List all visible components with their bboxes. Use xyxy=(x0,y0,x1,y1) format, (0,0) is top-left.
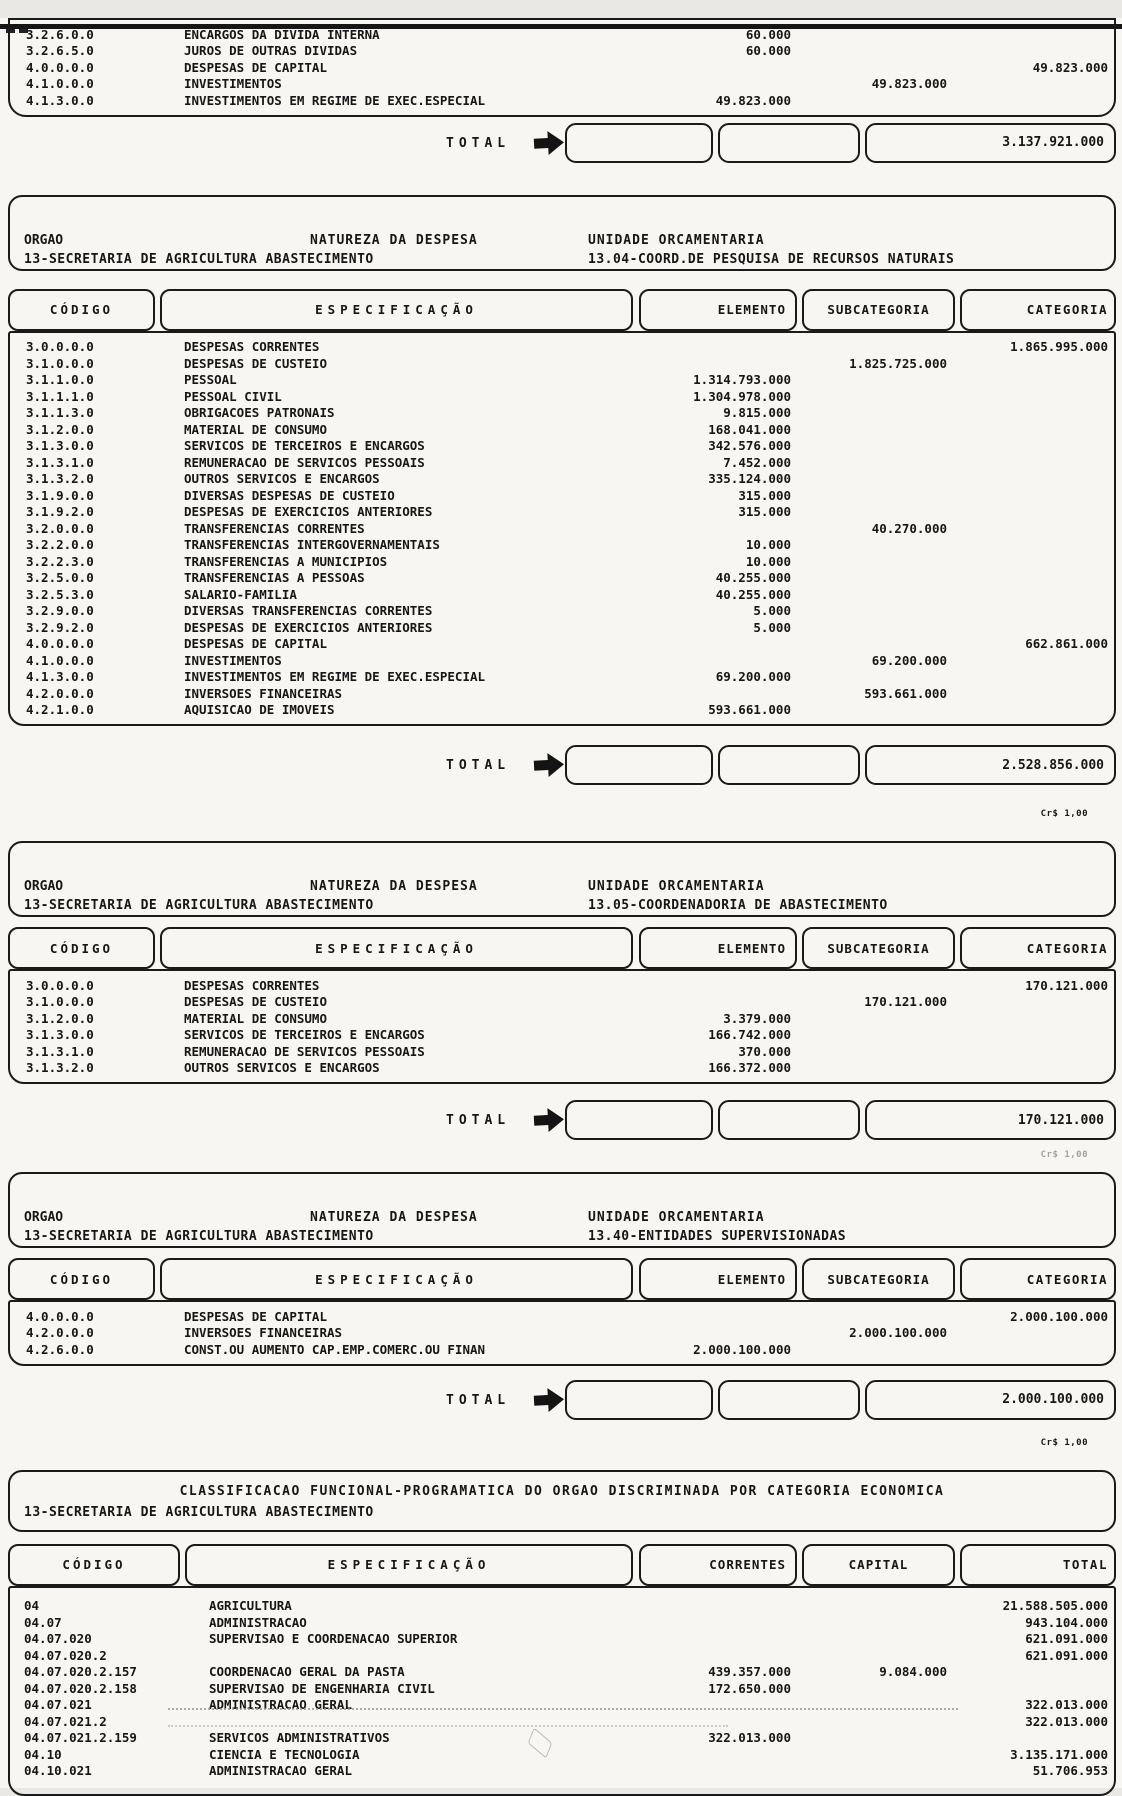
total-row xyxy=(8,745,1116,787)
total-value: 2.528.856.000 xyxy=(1002,757,1104,773)
col-subcategoria: SUBCATEGORIA xyxy=(802,927,955,969)
section-header xyxy=(8,195,1116,271)
funcional-programatica-table xyxy=(8,1470,1116,1796)
scan-smear xyxy=(168,1725,728,1727)
scan-smear xyxy=(168,1708,958,1710)
col-capital: CAPITAL xyxy=(802,1544,955,1586)
col-especificacao: ESPECIFICAÇÃO xyxy=(160,1258,633,1300)
row-spec: SALARIO-FAMILIA xyxy=(184,586,297,602)
unidade-label: UNIDADE ORCAMENTARIA xyxy=(588,879,765,894)
row-subcategoria: 1.825.725.000 xyxy=(849,355,947,371)
row-code: 04.07.021 xyxy=(24,1697,92,1713)
col-codigo: CÓDIGO xyxy=(8,289,155,331)
table-body xyxy=(8,18,1116,117)
table-row xyxy=(10,487,1114,504)
unidade-value: 13.05-COORDENADORIA DE ABASTECIMENTO xyxy=(588,898,888,913)
row-spec: INVESTIMENTOS EM REGIME DE EXEC.ESPECIAL xyxy=(184,669,486,685)
col-categoria: CATEGORIA xyxy=(960,927,1116,969)
row-elemento: 1.304.978.000 xyxy=(693,388,791,404)
row-spec: SERVICOS DE TERCEIROS E ENCARGOS xyxy=(184,1027,425,1043)
row-spec: MATERIAL DE CONSUMO xyxy=(184,1010,327,1026)
table-row xyxy=(10,994,1114,1011)
table-row xyxy=(10,438,1114,455)
row-spec: INVESTIMENTOS xyxy=(184,76,282,92)
row-spec: AQUISICAO DE IMOVEIS xyxy=(184,702,335,718)
row-elemento: 40.255.000 xyxy=(715,570,791,586)
row-code: 04.07.020.2.157 xyxy=(24,1664,137,1680)
table-row xyxy=(10,1697,1114,1714)
table-row xyxy=(10,1614,1114,1631)
row-code: 3.1.3.1.0 xyxy=(26,1043,94,1059)
row-code: 3.1.9.2.0 xyxy=(26,504,94,520)
table-row xyxy=(10,520,1114,537)
row-code: 3.1.0.0.0 xyxy=(26,994,94,1010)
table-row xyxy=(10,977,1114,994)
row-elemento: 9.815.000 xyxy=(723,405,791,421)
row-elemento: 315.000 xyxy=(738,504,791,520)
row-code: 04.10 xyxy=(24,1746,62,1762)
row-spec: OBRIGACOES PATRONAIS xyxy=(184,405,335,421)
row-elemento: 5.000 xyxy=(753,603,791,619)
row-spec: CIENCIA E TECNOLOGIA xyxy=(209,1746,360,1762)
total-arrow-icon xyxy=(530,1384,568,1416)
row-subcategoria: 40.270.000 xyxy=(871,520,947,536)
col-especificacao: ESPECIFICAÇÃO xyxy=(185,1544,633,1586)
natureza-label: NATUREZA DA DESPESA xyxy=(310,232,478,248)
row-elemento: 49.823.000 xyxy=(715,92,791,108)
table-row xyxy=(10,504,1114,521)
col-subcategoria: SUBCATEGORIA xyxy=(802,289,955,331)
row-spec: ADMINISTRACAO GERAL xyxy=(209,1697,352,1713)
row-spec: OUTROS SERVICOS E ENCARGOS xyxy=(184,471,380,487)
row-elemento: 370.000 xyxy=(738,1043,791,1059)
table-row xyxy=(10,537,1114,554)
column-headers xyxy=(8,927,1116,969)
row-elemento: 166.372.000 xyxy=(708,1060,791,1076)
total-subcategoria-box xyxy=(718,1380,860,1420)
row-spec: DESPESAS DE CUSTEIO xyxy=(184,355,327,371)
table-row xyxy=(10,59,1114,76)
row-code: 04.07 xyxy=(24,1614,62,1630)
natureza-label: NATUREZA DA DESPESA xyxy=(310,1210,478,1225)
row-categoria: 49.823.000 xyxy=(1032,59,1108,75)
total-row xyxy=(8,1380,1116,1422)
row-spec: PESSOAL xyxy=(184,372,237,388)
row-elemento: 593.661.000 xyxy=(708,702,791,718)
column-headers xyxy=(8,289,1116,331)
orgao-value: 13-SECRETARIA DE AGRICULTURA ABASTECIMENTO xyxy=(24,251,374,267)
total-arrow-icon xyxy=(530,127,568,159)
row-code: 4.2.0.0.0 xyxy=(26,685,94,701)
row-spec: INVERSOES FINANCEIRAS xyxy=(184,1325,343,1341)
col-codigo: CÓDIGO xyxy=(8,1544,180,1586)
row-code: 3.2.6.0.0 xyxy=(26,26,94,42)
total-row xyxy=(8,1100,1116,1142)
table-row xyxy=(10,26,1114,43)
row-total: 21.588.505.000 xyxy=(1002,1598,1108,1614)
row-elemento: 315.000 xyxy=(738,487,791,503)
table-row xyxy=(10,1713,1114,1730)
row-spec: SUPERVISAO DE ENGENHARIA CIVIL xyxy=(209,1680,435,1696)
row-code: 3.1.3.0.0 xyxy=(26,1027,94,1043)
row-capital: 9.084.000 xyxy=(879,1664,947,1680)
col-codigo: CÓDIGO xyxy=(8,927,155,969)
table-row xyxy=(10,1680,1114,1697)
row-code: 3.1.3.0.0 xyxy=(26,438,94,454)
table-row xyxy=(10,603,1114,620)
row-spec: DESPESAS DE EXERCICIOS ANTERIORES xyxy=(184,504,433,520)
column-headers xyxy=(8,1544,1116,1586)
total-subcategoria-box xyxy=(718,1100,860,1140)
row-code: 3.1.3.2.0 xyxy=(26,471,94,487)
row-spec: COORDENACAO GERAL DA PASTA xyxy=(209,1664,405,1680)
col-elemento: ELEMENTO xyxy=(639,1258,797,1300)
unidade-value: 13.04-COORD.DE PESQUISA DE RECURSOS NATURAIS xyxy=(588,251,955,267)
row-spec: SERVICOS ADMINISTRATIVOS xyxy=(209,1730,390,1746)
row-code: 4.1.0.0.0 xyxy=(26,652,94,668)
row-code: 3.0.0.0.0 xyxy=(26,339,94,355)
total-categoria-box xyxy=(865,745,1116,785)
row-elemento: 166.742.000 xyxy=(708,1027,791,1043)
row-code: 3.2.5.0.0 xyxy=(26,570,94,586)
unidade-label: UNIDADE ORCAMENTARIA xyxy=(588,232,765,248)
orgao-label: ORGAO xyxy=(24,879,64,894)
budget-table-fragment xyxy=(8,18,1116,165)
row-spec: ADMINISTRACAO GERAL xyxy=(209,1763,352,1779)
table-row xyxy=(10,685,1114,702)
total-label: TOTAL xyxy=(446,758,511,773)
total-label: TOTAL xyxy=(446,1392,511,1408)
row-spec: DESPESAS DE CAPITAL xyxy=(184,1308,327,1324)
total-elemento-box xyxy=(565,1100,713,1140)
col-especificacao: ESPECIFICAÇÃO xyxy=(160,289,633,331)
row-correntes: 439.357.000 xyxy=(708,1664,791,1680)
row-elemento: 335.124.000 xyxy=(708,471,791,487)
row-spec: OUTROS SERVICOS E ENCARGOS xyxy=(184,1060,380,1076)
row-code: 3.2.6.5.0 xyxy=(26,43,94,59)
row-total: 51.706.953 xyxy=(1032,1763,1108,1779)
section-title: CLASSIFICACAO FUNCIONAL-PROGRAMATICA DO ORGAO DISCRIMINADA POR CATEGORIA ECONOMICA xyxy=(179,1483,945,1499)
row-subcategoria: 69.200.000 xyxy=(871,652,947,668)
row-total: 3.135.171.000 xyxy=(1010,1746,1108,1762)
natureza-label: NATUREZA DA DESPESA xyxy=(310,879,478,894)
table-row xyxy=(10,1631,1114,1648)
column-headers xyxy=(8,1258,1116,1300)
row-code: 3.1.3.2.0 xyxy=(26,1060,94,1076)
row-spec: DIVERSAS DESPESAS DE CUSTEIO xyxy=(184,487,395,503)
row-code: 04.07.021.2 xyxy=(24,1713,107,1729)
row-code: 4.1.0.0.0 xyxy=(26,76,94,92)
table-row xyxy=(10,619,1114,636)
total-categoria-box xyxy=(865,1380,1116,1420)
currency-note: Cr$ 1,00 xyxy=(1040,1437,1088,1448)
row-code: 4.1.3.0.0 xyxy=(26,92,94,108)
table-row xyxy=(10,1308,1114,1325)
row-elemento: 10.000 xyxy=(745,553,791,569)
row-code: 3.1.0.0.0 xyxy=(26,355,94,371)
table-row xyxy=(10,355,1114,372)
row-spec: TRANSFERENCIAS A PESSOAS xyxy=(184,570,365,586)
table-row xyxy=(10,553,1114,570)
table-body xyxy=(8,331,1116,727)
total-arrow-icon xyxy=(530,749,568,781)
table-row xyxy=(10,454,1114,471)
table-row xyxy=(10,1647,1114,1664)
row-code: 04.07.020.2.158 xyxy=(24,1680,137,1696)
row-spec: ADMINISTRACAO xyxy=(209,1614,307,1630)
row-spec: DIVERSAS TRANSFERENCIAS CORRENTES xyxy=(184,603,433,619)
row-spec: DESPESAS DE EXERCICIOS ANTERIORES xyxy=(184,619,433,635)
row-spec: DESPESAS DE CAPITAL xyxy=(184,636,327,652)
total-label: TOTAL xyxy=(446,1113,511,1128)
col-elemento: ELEMENTO xyxy=(639,289,797,331)
row-categoria: 2.000.100.000 xyxy=(1010,1308,1108,1324)
row-code: 4.0.0.0.0 xyxy=(26,1308,94,1324)
row-categoria: 662.861.000 xyxy=(1025,636,1108,652)
col-categoria: CATEGORIA xyxy=(960,1258,1116,1300)
row-code: 4.0.0.0.0 xyxy=(26,636,94,652)
row-spec: ENCARGOS DA DIVIDA INTERNA xyxy=(184,26,380,42)
row-code: 3.1.2.0.0 xyxy=(26,1010,94,1026)
table-row xyxy=(10,339,1114,356)
currency-note: Cr$ 1,00 xyxy=(1040,1150,1088,1160)
row-subcategoria: 2.000.100.000 xyxy=(849,1325,947,1341)
row-spec: MATERIAL DE CONSUMO xyxy=(184,421,327,437)
total-value: 3.137.921.000 xyxy=(1002,135,1104,150)
row-spec: TRANSFERENCIAS A MUNICIPIOS xyxy=(184,553,388,569)
row-code: 3.2.9.2.0 xyxy=(26,619,94,635)
row-elemento: 2.000.100.000 xyxy=(693,1341,791,1357)
row-elemento: 3.379.000 xyxy=(723,1010,791,1026)
row-spec: PESSOAL CIVIL xyxy=(184,388,282,404)
row-code: 3.1.1.1.0 xyxy=(26,388,94,404)
budget-table-13-40 xyxy=(8,1172,1116,1422)
table-row xyxy=(10,1730,1114,1747)
scanned-budget-page xyxy=(0,18,1122,1788)
table-row xyxy=(10,702,1114,719)
section-header xyxy=(8,1172,1116,1248)
total-elemento-box xyxy=(565,1380,713,1420)
row-code: 04.10.021 xyxy=(24,1763,92,1779)
row-elemento: 60.000 xyxy=(745,26,791,42)
col-codigo: CÓDIGO xyxy=(8,1258,155,1300)
row-spec: INVESTIMENTOS EM REGIME DE EXEC.ESPECIAL xyxy=(184,92,486,108)
row-subcategoria: 593.661.000 xyxy=(864,685,947,701)
table-row xyxy=(10,421,1114,438)
row-code: 4.2.1.0.0 xyxy=(26,702,94,718)
orgao-value: 13-SECRETARIA DE AGRICULTURA ABASTECIMENTO xyxy=(24,898,374,913)
orgao-label: ORGAO xyxy=(24,1210,64,1225)
row-elemento: 7.452.000 xyxy=(723,454,791,470)
table-row xyxy=(10,586,1114,603)
row-code: 04.07.020.2 xyxy=(24,1647,107,1663)
table-row xyxy=(10,1598,1114,1615)
currency-note: Cr$ 1,00 xyxy=(1040,809,1088,819)
row-code: 4.0.0.0.0 xyxy=(26,59,94,75)
row-correntes: 322.013.000 xyxy=(708,1730,791,1746)
row-code: 4.2.0.0.0 xyxy=(26,1325,94,1341)
unidade-label: UNIDADE ORCAMENTARIA xyxy=(588,1210,765,1225)
orgao-label: ORGAO xyxy=(24,232,64,248)
table-row xyxy=(10,1043,1114,1060)
unidade-value: 13.40-ENTIDADES SUPERVISIONADAS xyxy=(588,1229,847,1244)
row-spec: SUPERVISAO E COORDENACAO SUPERIOR xyxy=(209,1631,458,1647)
row-spec: REMUNERACAO DE SERVICOS PESSOAIS xyxy=(184,1043,425,1059)
col-total: TOTAL xyxy=(960,1544,1116,1586)
row-spec: INVERSOES FINANCEIRAS xyxy=(184,685,343,701)
table-row xyxy=(10,1746,1114,1763)
total-label: TOTAL xyxy=(446,135,511,151)
row-elemento: 5.000 xyxy=(753,619,791,635)
row-spec: SERVICOS DE TERCEIROS E ENCARGOS xyxy=(184,438,425,454)
row-code: 3.2.9.0.0 xyxy=(26,603,94,619)
row-spec: TRANSFERENCIAS CORRENTES xyxy=(184,520,365,536)
row-elemento: 168.041.000 xyxy=(708,421,791,437)
row-subcategoria: 170.121.000 xyxy=(864,994,947,1010)
section-subtitle: 13-SECRETARIA DE AGRICULTURA ABASTECIMENTO xyxy=(24,1504,374,1520)
table-row xyxy=(10,405,1114,422)
total-subcategoria-box xyxy=(718,745,860,785)
table-row xyxy=(10,76,1114,93)
col-correntes: CORRENTES xyxy=(639,1544,797,1586)
row-total: 621.091.000 xyxy=(1025,1647,1108,1663)
total-row xyxy=(8,123,1116,165)
table-row xyxy=(10,1010,1114,1027)
row-spec: TRANSFERENCIAS INTERGOVERNAMENTAIS xyxy=(184,537,440,553)
table-row xyxy=(10,570,1114,587)
row-spec: DESPESAS CORRENTES xyxy=(184,977,320,993)
total-categoria-box xyxy=(865,123,1116,163)
budget-table-13-05 xyxy=(8,841,1116,1142)
table-row xyxy=(10,92,1114,109)
row-elemento: 342.576.000 xyxy=(708,438,791,454)
row-correntes: 172.650.000 xyxy=(708,1680,791,1696)
row-total: 322.013.000 xyxy=(1025,1713,1108,1729)
row-code: 3.0.0.0.0 xyxy=(26,977,94,993)
col-subcategoria: SUBCATEGORIA xyxy=(802,1258,955,1300)
row-spec: DESPESAS DE CAPITAL xyxy=(184,59,327,75)
orgao-value: 13-SECRETARIA DE AGRICULTURA ABASTECIMENTO xyxy=(24,1229,374,1244)
row-elemento: 40.255.000 xyxy=(715,586,791,602)
row-code: 3.1.2.0.0 xyxy=(26,421,94,437)
table-row xyxy=(10,43,1114,60)
table-body xyxy=(8,1300,1116,1366)
row-elemento: 1.314.793.000 xyxy=(693,372,791,388)
row-code: 3.1.1.0.0 xyxy=(26,372,94,388)
col-categoria: CATEGORIA xyxy=(960,289,1116,331)
total-value: 2.000.100.000 xyxy=(1002,1392,1104,1407)
row-code: 3.1.9.0.0 xyxy=(26,487,94,503)
total-elemento-box xyxy=(565,745,713,785)
table-row xyxy=(10,1763,1114,1780)
row-code: 4.2.6.0.0 xyxy=(26,1341,94,1357)
row-spec: DESPESAS CORRENTES xyxy=(184,339,320,355)
row-spec: REMUNERACAO DE SERVICOS PESSOAIS xyxy=(184,454,425,470)
row-code: 04 xyxy=(24,1598,40,1614)
total-subcategoria-box xyxy=(718,123,860,163)
table-row xyxy=(10,1027,1114,1044)
row-categoria: 170.121.000 xyxy=(1025,977,1108,993)
col-elemento: ELEMENTO xyxy=(639,927,797,969)
row-code: 3.2.2.3.0 xyxy=(26,553,94,569)
row-code: 04.07.021.2.159 xyxy=(24,1730,137,1746)
row-spec: JUROS DE OUTRAS DIVIDAS xyxy=(184,43,358,59)
row-spec: CONST.OU AUMENTO CAP.EMP.COMERC.OU FINAN xyxy=(184,1341,486,1357)
table-row xyxy=(10,388,1114,405)
row-spec: AGRICULTURA xyxy=(209,1598,292,1614)
row-spec: INVESTIMENTOS xyxy=(184,652,282,668)
row-code: 3.2.0.0.0 xyxy=(26,520,94,536)
row-spec: DESPESAS DE CUSTEIO xyxy=(184,994,327,1010)
total-categoria-box xyxy=(865,1100,1116,1140)
table-body xyxy=(8,1586,1116,1796)
row-code: 4.1.3.0.0 xyxy=(26,669,94,685)
table-row xyxy=(10,471,1114,488)
table-row xyxy=(10,1664,1114,1681)
row-total: 943.104.000 xyxy=(1025,1614,1108,1630)
budget-table-13-04 xyxy=(8,195,1116,788)
row-code: 3.1.1.3.0 xyxy=(26,405,94,421)
row-elemento: 60.000 xyxy=(745,43,791,59)
table-row xyxy=(10,372,1114,389)
row-categoria: 1.865.995.000 xyxy=(1010,339,1108,355)
section-header xyxy=(8,1470,1116,1532)
row-code: 3.2.5.3.0 xyxy=(26,586,94,602)
row-total: 322.013.000 xyxy=(1025,1697,1108,1713)
table-body xyxy=(8,969,1116,1084)
table-row xyxy=(10,652,1114,669)
table-row xyxy=(10,1325,1114,1342)
total-elemento-box xyxy=(565,123,713,163)
col-especificacao: ESPECIFICAÇÃO xyxy=(160,927,633,969)
total-arrow-icon xyxy=(530,1104,568,1136)
row-code: 04.07.020 xyxy=(24,1631,92,1647)
total-value: 170.121.000 xyxy=(1017,1112,1104,1128)
row-subcategoria: 49.823.000 xyxy=(871,76,947,92)
table-row xyxy=(10,1341,1114,1358)
table-row xyxy=(10,1060,1114,1077)
row-elemento: 10.000 xyxy=(745,537,791,553)
section-header xyxy=(8,841,1116,917)
row-elemento: 69.200.000 xyxy=(715,669,791,685)
table-row xyxy=(10,669,1114,686)
row-code: 3.1.3.1.0 xyxy=(26,454,94,470)
row-code: 3.2.2.0.0 xyxy=(26,537,94,553)
table-row xyxy=(10,636,1114,653)
row-total: 621.091.000 xyxy=(1025,1631,1108,1647)
